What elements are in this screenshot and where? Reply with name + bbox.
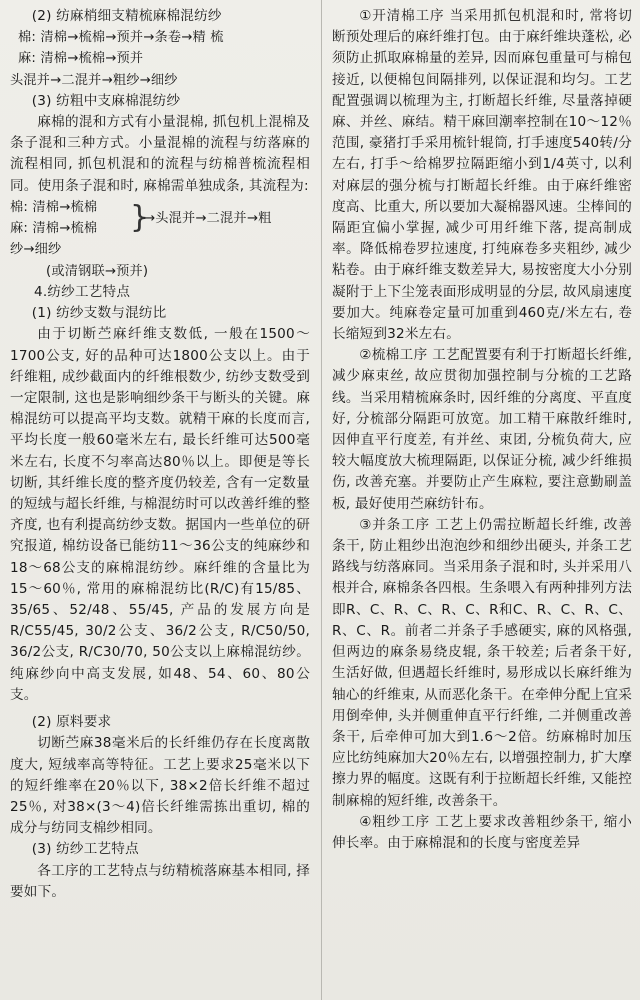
section-4-heading: 4.纺纱工艺特点 — [34, 284, 131, 301]
paragraph: 麻棉的混和方式有小量混棉, 抓包机上混棉及条子混和三种方式。小量混棉的流程与纺落麻的流程相同, 抓包机混和的流程与纺棉普梳流程相同。使用条子混和时, 麻棉需单独成条, 其流程为: — [10, 114, 310, 194]
paragraph-drawing: ③并条工序 工艺上仍需拉断超长纤维, 改善条干, 防止粗纱出泡泡纱和细纱出硬头, 并条工艺路线与纺落麻同。当采用条子混和时, 头并采用八根并合, 麻棉条各四根。生条喂入有两种排列方法即R、C、R、C、R、C、R和C、R、C、R、C、R、C、R。前者二并条子手感硬实, 麻的风格强, 但两边的麻条易绕皮辊, 条干较差; 后者条干好, 生活好做, 但遇超长纤维时, 易形成以长麻纤维为轴心的纤维束, 从而恶化条干。在牵伸分配上宜采用倒牵伸, 头并侧重伸直平行纤维, 二并侧重改善条干, 后牵伸可加大到1.6～2倍。纺麻棉时加压应比纺纯麻加大20％左右, 以增强控制力, 扩大摩擦力界的幅度。这既有利于拉断超长纤维, 又能控制麻棉的短纤维, 改善条干。 — [332, 516, 632, 809]
flow2-line1: 棉: 清棉→梳棉 — [10, 199, 98, 215]
left-column — [10, 6, 310, 903]
bracket-icon: } — [130, 199, 150, 235]
paragraph: 各工序的工艺特点与纺精梳落麻基本相同, 择要如下。 — [10, 862, 310, 900]
subheading-3: (3) 纺纱工艺特点 — [31, 841, 139, 858]
paragraph-roving: ④粗纱工序 工艺上要求改善粗纱条干, 缩小伸长率。由于麻棉混和的长度与密度差异 — [332, 813, 632, 851]
paragraph: 由于切断苎麻纤维支数低, 一般在1500～1700公支, 好的品种可达1800公支以上。由于纤维粗, 成纱截面内的纤维根数少, 纺纱支数受到一定限制, 这也是影响细纱条干与断头的关键。麻棉混纺可以提高平均支数。就精干麻的长度而言, 平均长度一般60毫米左右, 最长纤维可达500毫米左右, 长度不匀率高达80％以上。即便是等长切断, 其纤维长度的整齐度仍较差, 含有一定数量的短绒与超长纤维, 与棉混纺时可以改善纤维的整齐度, 也有利提高纺纱支数。据国内一些单位的研究报道, 棉纺设备已能纺11～36公支的纯麻纱和18～68公支的麻棉混纺纱。麻纤维的含量比为15～60％, 常用的麻棉混纺比(R/C)有15/85、35/65、52/48、55/45, 产品的发展方向是R/C55/45, 30/2公支、36/2公支, R/C50/50, 36/2公支, R/C30/70, 50公支以上麻棉混纺纱。纯麻纱向中高支发展, 如48、54、60、80公支。 — [10, 326, 310, 703]
flow2-line4: (或清钢联→预并) — [46, 263, 149, 279]
subheading-2: (2) 原料要求 — [31, 714, 112, 731]
column-divider — [321, 0, 322, 1000]
right-column — [332, 6, 632, 854]
heading-3: (3) 纺粗中支麻棉混纺纱 — [31, 92, 181, 109]
paragraph-carding: ②梳棉工序 工艺配置要有利于打断超长纤维, 减少麻束丝, 故应贯彻加强控制与分梳的工艺路线。当采用精梳麻条时, 因纤维的分离度、平直度好, 分梳部分隔距可放宽。加工精干麻散纤维时, 因伸直平行度差, 有并丝、束团, 分梳负荷大, 应较大幅度放大梳理隔距, 以保证分梳, 减少纤维损伤, 改善充塞。并要防止产生麻粒, 要注意勤刷盖板, 最好使用苎麻纺针布。 — [332, 347, 632, 512]
process-flow-2 — [10, 197, 310, 261]
flow1-line1: 棉: 清棉→梳棉→预并→条卷→精 梳 — [18, 30, 224, 46]
flow2-mid: →头混并→二混并→粗 — [144, 210, 272, 226]
process-flow-1 — [10, 27, 310, 91]
flow2-line2: 麻: 清棉→梳棉 — [10, 220, 98, 236]
subheading-1: (1) 纺纱支数与混纺比 — [31, 305, 167, 322]
flow1-line2: 麻: 清棉→梳棉→预并 — [18, 51, 144, 67]
flow1-line3: 头混并→二混并→粗纱→细纱 — [10, 72, 178, 88]
flow2-line3: 纱→细纱 — [10, 241, 62, 257]
paragraph: 切断苎麻38毫米后的长纤维仍存在长度离散度大, 短绒率高等特征。工艺上要求25毫米以下的短纤维率在20％以下, 38×2倍长纤维不超过25％, 对38×(3～4)倍长纤维需拣出重切, 棉的成分与纺同支棉纱相同。 — [10, 735, 310, 837]
heading-2: (2) 纺麻梢细支精梳麻棉混纺纱 — [31, 8, 222, 24]
paragraph-opening-cleaning: ①开清棉工序 当采用抓包机混和时, 常将切断预处理后的麻纤维打包。由于麻纤维块蓬松, 必须防止抓取麻棉量的差异, 因而麻包重量可与棉包接近, 以便棉包间隔排列, 以保证混和均匀。工艺配置强调以梳理为主, 打断超长纤维, 尽量落掉硬麻、并丝、麻结。精干麻回潮率控制在10～12％范围, 豪猪打手采用梳针辊筒, 打手速度540转/分左右, 打手～给棉罗拉隔距缩小到1/4英寸, 以利对麻层的强分梳与打断超长纤维。由于麻纤维密度高、比重大, 所以要加大凝棉器风速。尘棒间的隔距宜偏小掌握, 减少可用纤维下落, 提高制成率。降低棉卷罗拉速度, 打纯麻卷多夹粗纱, 减少粘卷。由于麻纤维支数差异大, 易按密度大小分别凝附于上下尘笼表面形成明显的分层, 故风扇速度要加大。纯麻卷定量可加重到460克/米左右, 卷长缩短到32米左右。 — [332, 8, 632, 343]
